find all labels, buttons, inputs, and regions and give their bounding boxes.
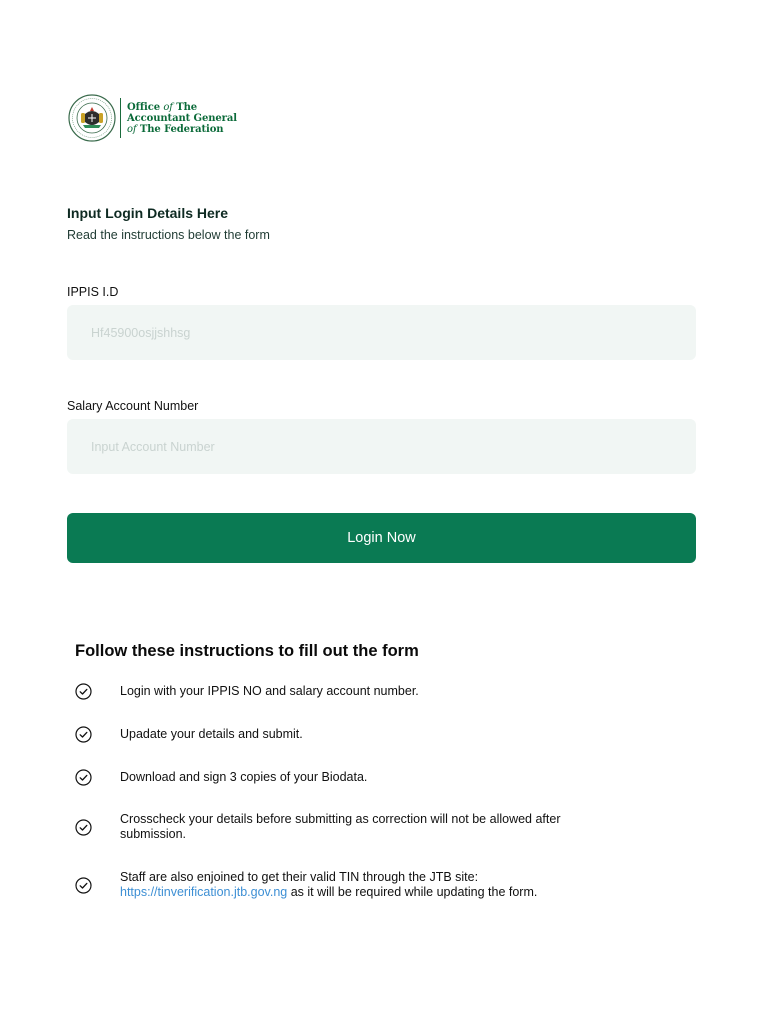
logo-line-accountant-general: Accountant General bbox=[127, 112, 237, 124]
form-subheading: Read the instructions below the form bbox=[67, 228, 270, 242]
check-circle-icon bbox=[75, 683, 92, 700]
instruction-item bbox=[75, 812, 635, 842]
instructions-title: Follow these instructions to fill out the form bbox=[75, 642, 419, 660]
tin-text-before: Staff are also enjoined to get their valid TIN through the JTB site: bbox=[120, 870, 479, 884]
instruction-item bbox=[75, 769, 635, 786]
logo-word-of-2: of bbox=[127, 123, 137, 135]
instruction-text: Download and sign 3 copies of your Biodata. bbox=[120, 770, 368, 784]
check-circle-icon bbox=[75, 877, 92, 894]
coat-of-arms-seal-icon bbox=[68, 94, 116, 142]
check-circle-icon bbox=[75, 726, 92, 743]
tin-verification-link[interactable]: https://tinverification.jtb.gov.ng bbox=[120, 885, 288, 899]
tin-text-after: as it will be required while updating the form. bbox=[287, 885, 538, 899]
instruction-item bbox=[75, 726, 635, 743]
logo-wordmark bbox=[127, 102, 237, 135]
instruction-text: Crosscheck your details before submitting as correction will not be allowed after submission. bbox=[120, 812, 561, 841]
ippis-input[interactable] bbox=[67, 305, 696, 360]
logo-line-federation: The Federation bbox=[139, 123, 224, 135]
account-number-label: Salary Account Number bbox=[67, 399, 199, 413]
logo-divider bbox=[120, 98, 121, 138]
instruction-text: Upadate your details and submit. bbox=[120, 727, 303, 741]
instruction-item-tin bbox=[75, 870, 635, 900]
account-number-input[interactable] bbox=[67, 419, 696, 474]
login-button[interactable]: Login Now bbox=[67, 513, 696, 563]
check-circle-icon bbox=[75, 819, 92, 836]
check-circle-icon bbox=[75, 769, 92, 786]
form-heading: Input Login Details Here bbox=[67, 205, 229, 221]
instruction-text bbox=[120, 870, 537, 900]
agency-logo[interactable] bbox=[68, 94, 237, 142]
logo-word-office: Office bbox=[127, 101, 160, 113]
instruction-item bbox=[75, 683, 635, 700]
instruction-text: Login with your IPPIS NO and salary account number. bbox=[120, 684, 419, 698]
logo-word-the: The bbox=[176, 101, 198, 113]
logo-word-of: of bbox=[163, 101, 173, 113]
ippis-label: IPPIS I.D bbox=[67, 285, 119, 299]
